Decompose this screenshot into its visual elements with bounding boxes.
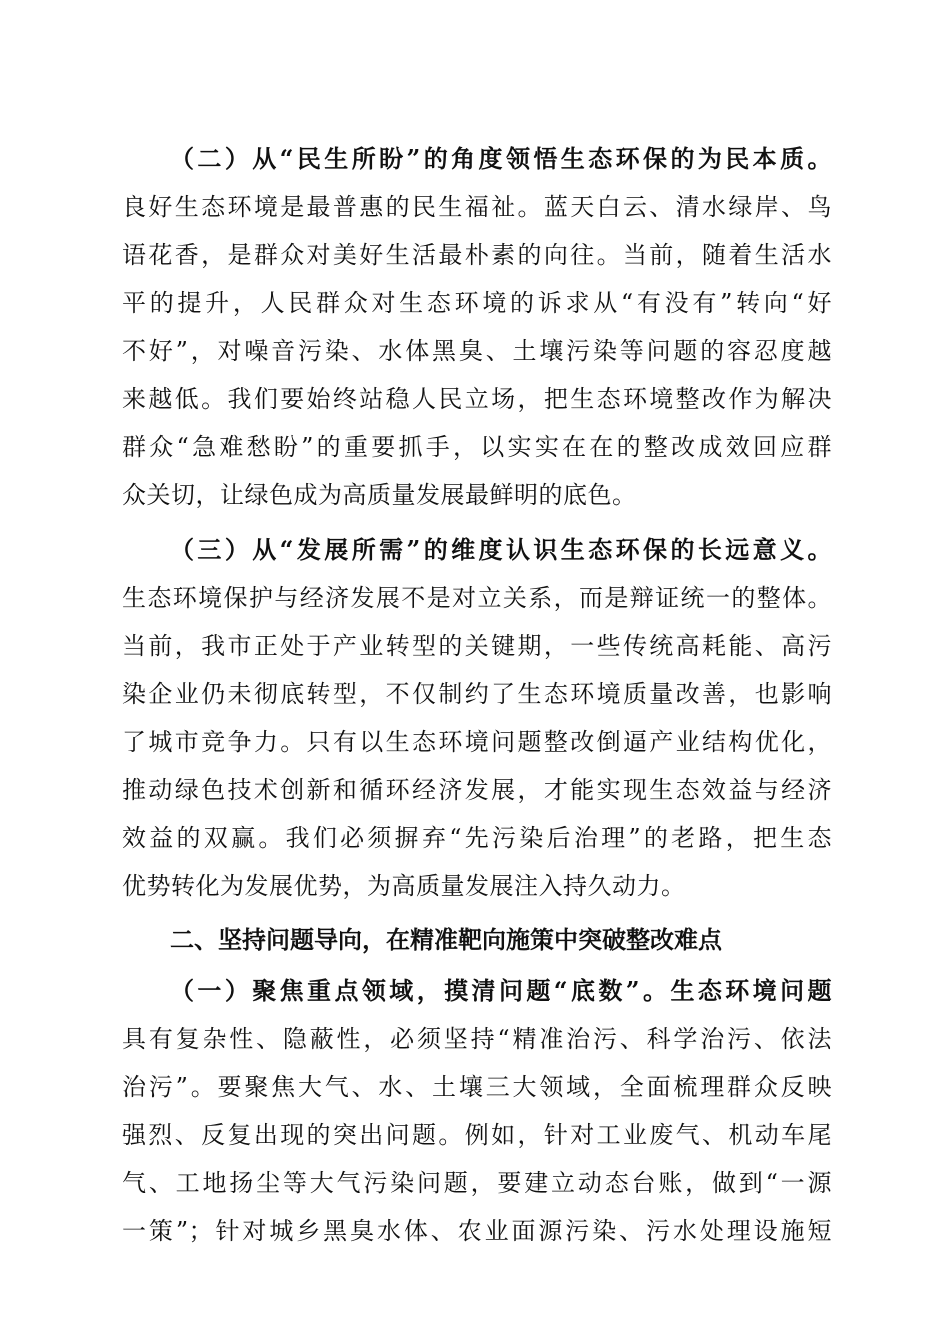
paragraph-line: 具有复杂性、隐蔽性，必须坚持“精准治污、科学治污、依法 <box>122 1025 832 1053</box>
paragraph-line: 强烈、反复出现的突出问题。例如，针对工业废气、机动车尾 <box>122 1121 832 1149</box>
subheading-2: （二）从“民生所盼”的角度领悟生态环保的为民本质。 <box>170 144 832 173</box>
paragraph-line: 治污”。要聚焦大气、水、土壤三大领域，全面梳理群众反映 <box>122 1073 832 1101</box>
paragraph-line: 不好”，对噪音污染、水体黑臭、土壤污染等问题的容忍度越 <box>122 337 832 365</box>
paragraph-line: 良好生态环境是最普惠的民生福祉。蓝天白云、清水绿岸、鸟 <box>122 193 832 221</box>
paragraph-line: 来越低。我们要始终站稳人民立场，把生态环境整改作为解决 <box>122 385 832 413</box>
paragraph-line: 语花香，是群众对美好生活最朴素的向往。当前，随着生活水 <box>122 241 832 269</box>
section-heading-2: 二、坚持问题导向，在精准靶向施策中突破整改难点 <box>170 926 722 954</box>
paragraph-line: 优势转化为发展优势，为高质量发展注入持久动力。 <box>122 872 686 900</box>
paragraph-line: 推动绿色技术创新和循环经济发展，才能实现生态效益与经济 <box>122 776 832 804</box>
paragraph-line: 生态环境保护与经济发展不是对立关系，而是辩证统一的整体。 <box>122 584 832 612</box>
paragraph-line: 染企业仍未彻底转型，不仅制约了生态环境质量改善，也影响 <box>122 680 832 708</box>
paragraph-line: 平的提升，人民群众对生态环境的诉求从“有没有”转向“好 <box>122 289 832 317</box>
paragraph-line: 了城市竞争力。只有以生态环境问题整改倒逼产业结构优化， <box>122 728 832 756</box>
paragraph-line: 一策”；针对城乡黑臭水体、农业面源污染、污水处理设施短 <box>122 1217 832 1245</box>
subheading-1: （一）聚焦重点领域，摸清问题“底数”。生态环境问题 <box>170 976 832 1005</box>
paragraph-line: 群众“急难愁盼”的重要抓手，以实实在在的整改成效回应群 <box>122 433 832 461</box>
paragraph-line: 当前，我市正处于产业转型的关键期，一些传统高耗能、高污 <box>122 632 832 660</box>
paragraph-line: 众关切，让绿色成为高质量发展最鲜明的底色。 <box>122 481 637 509</box>
paragraph-line: 效益的双赢。我们必须摒弃“先污染后治理”的老路，把生态 <box>122 824 832 852</box>
subheading-3: （三）从“发展所需”的维度认识生态环保的长远意义。 <box>170 535 832 564</box>
paragraph-line: 气、工地扬尘等大气污染问题，要建立动态台账，做到“一源 <box>122 1169 832 1197</box>
